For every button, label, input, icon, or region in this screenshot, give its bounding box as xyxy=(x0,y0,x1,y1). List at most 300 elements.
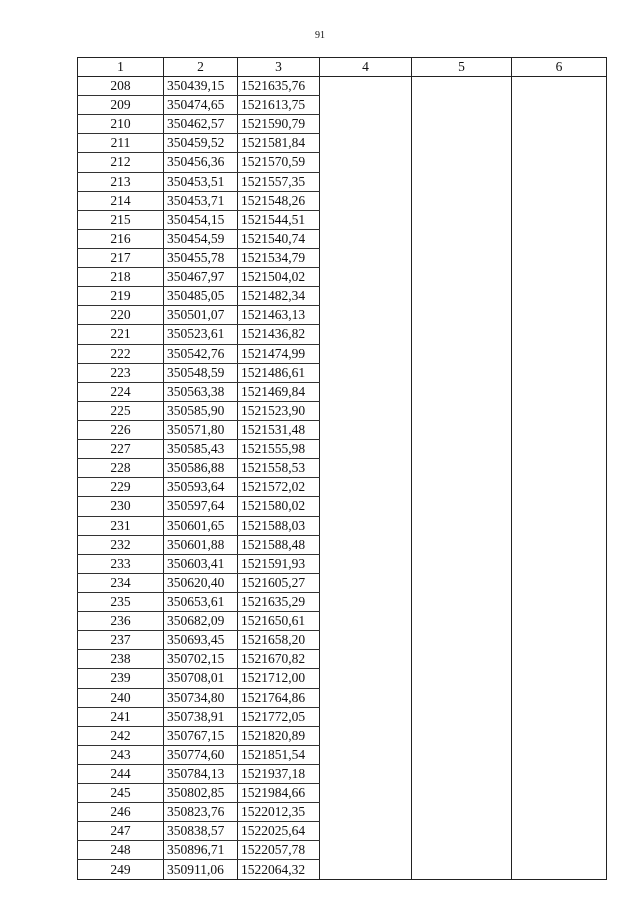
empty-cell-col-6 xyxy=(512,650,607,669)
table-row xyxy=(78,803,607,822)
table-row xyxy=(78,420,607,439)
y-coordinate-cell: 1521764,86 xyxy=(238,688,320,707)
y-coordinate-cell: 1521712,00 xyxy=(238,669,320,688)
empty-cell-col-5 xyxy=(412,535,512,554)
empty-cell-col-4 xyxy=(320,631,412,650)
point-number-cell: 221 xyxy=(78,325,164,344)
point-number-cell: 235 xyxy=(78,592,164,611)
point-number-cell: 215 xyxy=(78,210,164,229)
empty-cell-col-4 xyxy=(320,592,412,611)
empty-cell-col-4 xyxy=(320,325,412,344)
y-coordinate-cell: 1521540,74 xyxy=(238,229,320,248)
empty-cell-col-5 xyxy=(412,745,512,764)
table-row xyxy=(78,669,607,688)
point-number-cell: 242 xyxy=(78,726,164,745)
empty-cell-col-4 xyxy=(320,287,412,306)
empty-cell-col-6 xyxy=(512,172,607,191)
point-number-cell: 243 xyxy=(78,745,164,764)
point-number-cell: 241 xyxy=(78,707,164,726)
y-coordinate-cell: 1521613,75 xyxy=(238,96,320,115)
x-coordinate-cell: 350620,40 xyxy=(164,573,238,592)
empty-cell-col-5 xyxy=(412,153,512,172)
coordinates-table xyxy=(77,57,607,880)
table-row xyxy=(78,631,607,650)
point-number-cell: 238 xyxy=(78,650,164,669)
header-col-4: 4 xyxy=(320,58,412,77)
table-row xyxy=(78,306,607,325)
empty-cell-col-5 xyxy=(412,631,512,650)
empty-cell-col-6 xyxy=(512,592,607,611)
empty-cell-col-5 xyxy=(412,344,512,363)
empty-cell-col-6 xyxy=(512,287,607,306)
header-col-2: 2 xyxy=(164,58,238,77)
x-coordinate-cell: 350571,80 xyxy=(164,420,238,439)
x-coordinate-cell: 350784,13 xyxy=(164,764,238,783)
x-coordinate-cell: 350734,80 xyxy=(164,688,238,707)
point-number-cell: 230 xyxy=(78,497,164,516)
empty-cell-col-5 xyxy=(412,77,512,96)
empty-cell-col-4 xyxy=(320,726,412,745)
table-row xyxy=(78,573,607,592)
table-row xyxy=(78,707,607,726)
empty-cell-col-4 xyxy=(320,248,412,267)
table-row xyxy=(78,726,607,745)
y-coordinate-cell: 1521635,76 xyxy=(238,77,320,96)
empty-cell-col-4 xyxy=(320,172,412,191)
page-number: 91 xyxy=(315,30,325,41)
point-number-cell: 213 xyxy=(78,172,164,191)
empty-cell-col-6 xyxy=(512,516,607,535)
table-row xyxy=(78,516,607,535)
y-coordinate-cell: 1521820,89 xyxy=(238,726,320,745)
table-row xyxy=(78,535,607,554)
empty-cell-col-5 xyxy=(412,688,512,707)
y-coordinate-cell: 1521670,82 xyxy=(238,650,320,669)
y-coordinate-cell: 1521474,99 xyxy=(238,344,320,363)
empty-cell-col-5 xyxy=(412,554,512,573)
empty-cell-col-5 xyxy=(412,784,512,803)
empty-cell-col-4 xyxy=(320,191,412,210)
y-coordinate-cell: 1521531,48 xyxy=(238,420,320,439)
point-number-cell: 217 xyxy=(78,248,164,267)
empty-cell-col-5 xyxy=(412,669,512,688)
empty-cell-col-5 xyxy=(412,134,512,153)
empty-cell-col-4 xyxy=(320,153,412,172)
empty-cell-col-5 xyxy=(412,459,512,478)
table-row xyxy=(78,440,607,459)
table-row xyxy=(78,860,607,879)
empty-cell-col-4 xyxy=(320,210,412,229)
table-row xyxy=(78,592,607,611)
empty-cell-col-6 xyxy=(512,229,607,248)
y-coordinate-cell: 1521558,53 xyxy=(238,459,320,478)
table-row xyxy=(78,325,607,344)
empty-cell-col-6 xyxy=(512,745,607,764)
x-coordinate-cell: 350896,71 xyxy=(164,841,238,860)
x-coordinate-cell: 350601,65 xyxy=(164,516,238,535)
empty-cell-col-5 xyxy=(412,726,512,745)
table-row xyxy=(78,764,607,783)
empty-cell-col-4 xyxy=(320,764,412,783)
table-row xyxy=(78,363,607,382)
empty-cell-col-4 xyxy=(320,96,412,115)
x-coordinate-cell: 350682,09 xyxy=(164,612,238,631)
table-row xyxy=(78,650,607,669)
x-coordinate-cell: 350523,61 xyxy=(164,325,238,344)
y-coordinate-cell: 1521463,13 xyxy=(238,306,320,325)
x-coordinate-cell: 350453,51 xyxy=(164,172,238,191)
table-body xyxy=(78,77,607,880)
empty-cell-col-6 xyxy=(512,325,607,344)
point-number-cell: 228 xyxy=(78,459,164,478)
point-number-cell: 244 xyxy=(78,764,164,783)
empty-cell-col-6 xyxy=(512,764,607,783)
table-row xyxy=(78,822,607,841)
point-number-cell: 237 xyxy=(78,631,164,650)
y-coordinate-cell: 1521557,35 xyxy=(238,172,320,191)
empty-cell-col-6 xyxy=(512,497,607,516)
x-coordinate-cell: 350563,38 xyxy=(164,382,238,401)
table-row xyxy=(78,612,607,631)
point-number-cell: 210 xyxy=(78,115,164,134)
empty-cell-col-6 xyxy=(512,669,607,688)
y-coordinate-cell: 1521486,61 xyxy=(238,363,320,382)
empty-cell-col-4 xyxy=(320,707,412,726)
table-row xyxy=(78,268,607,287)
empty-cell-col-5 xyxy=(412,382,512,401)
point-number-cell: 224 xyxy=(78,382,164,401)
empty-cell-col-4 xyxy=(320,420,412,439)
y-coordinate-cell: 1521605,27 xyxy=(238,573,320,592)
empty-cell-col-4 xyxy=(320,440,412,459)
x-coordinate-cell: 350586,88 xyxy=(164,459,238,478)
empty-cell-col-4 xyxy=(320,268,412,287)
empty-cell-col-5 xyxy=(412,612,512,631)
table-row xyxy=(78,172,607,191)
empty-cell-col-5 xyxy=(412,497,512,516)
empty-cell-col-6 xyxy=(512,363,607,382)
empty-cell-col-6 xyxy=(512,841,607,860)
empty-cell-col-5 xyxy=(412,363,512,382)
point-number-cell: 239 xyxy=(78,669,164,688)
y-coordinate-cell: 1521469,84 xyxy=(238,382,320,401)
empty-cell-col-4 xyxy=(320,860,412,879)
empty-cell-col-4 xyxy=(320,554,412,573)
x-coordinate-cell: 350454,59 xyxy=(164,229,238,248)
y-coordinate-cell: 1521482,34 xyxy=(238,287,320,306)
empty-cell-col-4 xyxy=(320,573,412,592)
point-number-cell: 212 xyxy=(78,153,164,172)
table-row xyxy=(78,77,607,96)
table-row xyxy=(78,382,607,401)
point-number-cell: 223 xyxy=(78,363,164,382)
empty-cell-col-6 xyxy=(512,573,607,592)
y-coordinate-cell: 1521635,29 xyxy=(238,592,320,611)
empty-cell-col-6 xyxy=(512,688,607,707)
point-number-cell: 227 xyxy=(78,440,164,459)
empty-cell-col-5 xyxy=(412,650,512,669)
empty-cell-col-5 xyxy=(412,573,512,592)
empty-cell-col-4 xyxy=(320,306,412,325)
point-number-cell: 222 xyxy=(78,344,164,363)
empty-cell-col-4 xyxy=(320,535,412,554)
empty-cell-col-6 xyxy=(512,401,607,420)
empty-cell-col-5 xyxy=(412,841,512,860)
y-coordinate-cell: 1521570,59 xyxy=(238,153,320,172)
y-coordinate-cell: 1521544,51 xyxy=(238,210,320,229)
y-coordinate-cell: 1521937,18 xyxy=(238,764,320,783)
point-number-cell: 229 xyxy=(78,478,164,497)
y-coordinate-cell: 1522012,35 xyxy=(238,803,320,822)
x-coordinate-cell: 350911,06 xyxy=(164,860,238,879)
table-row xyxy=(78,554,607,573)
empty-cell-col-6 xyxy=(512,612,607,631)
y-coordinate-cell: 1521851,54 xyxy=(238,745,320,764)
empty-cell-col-6 xyxy=(512,115,607,134)
empty-cell-col-5 xyxy=(412,860,512,879)
empty-cell-col-5 xyxy=(412,592,512,611)
table-row xyxy=(78,401,607,420)
x-coordinate-cell: 350823,76 xyxy=(164,803,238,822)
header-col-3: 3 xyxy=(238,58,320,77)
point-number-cell: 220 xyxy=(78,306,164,325)
table-row xyxy=(78,153,607,172)
point-number-cell: 231 xyxy=(78,516,164,535)
empty-cell-col-5 xyxy=(412,822,512,841)
point-number-cell: 240 xyxy=(78,688,164,707)
x-coordinate-cell: 350838,57 xyxy=(164,822,238,841)
empty-cell-col-4 xyxy=(320,401,412,420)
empty-cell-col-5 xyxy=(412,268,512,287)
y-coordinate-cell: 1521581,84 xyxy=(238,134,320,153)
table-row xyxy=(78,248,607,267)
y-coordinate-cell: 1521772,05 xyxy=(238,707,320,726)
point-number-cell: 208 xyxy=(78,77,164,96)
empty-cell-col-6 xyxy=(512,153,607,172)
x-coordinate-cell: 350462,57 xyxy=(164,115,238,134)
y-coordinate-cell: 1521534,79 xyxy=(238,248,320,267)
empty-cell-col-4 xyxy=(320,344,412,363)
table-row xyxy=(78,784,607,803)
y-coordinate-cell: 1522064,32 xyxy=(238,860,320,879)
empty-cell-col-5 xyxy=(412,210,512,229)
x-coordinate-cell: 350585,43 xyxy=(164,440,238,459)
y-coordinate-cell: 1521555,98 xyxy=(238,440,320,459)
x-coordinate-cell: 350702,15 xyxy=(164,650,238,669)
empty-cell-col-5 xyxy=(412,306,512,325)
empty-cell-col-4 xyxy=(320,841,412,860)
empty-cell-col-5 xyxy=(412,115,512,134)
empty-cell-col-6 xyxy=(512,268,607,287)
table-row xyxy=(78,191,607,210)
x-coordinate-cell: 350593,64 xyxy=(164,478,238,497)
empty-cell-col-5 xyxy=(412,707,512,726)
y-coordinate-cell: 1522025,64 xyxy=(238,822,320,841)
point-number-cell: 246 xyxy=(78,803,164,822)
point-number-cell: 219 xyxy=(78,287,164,306)
empty-cell-col-5 xyxy=(412,287,512,306)
empty-cell-col-6 xyxy=(512,77,607,96)
empty-cell-col-6 xyxy=(512,707,607,726)
x-coordinate-cell: 350738,91 xyxy=(164,707,238,726)
point-number-cell: 247 xyxy=(78,822,164,841)
x-coordinate-cell: 350802,85 xyxy=(164,784,238,803)
table-row xyxy=(78,459,607,478)
x-coordinate-cell: 350439,15 xyxy=(164,77,238,96)
table-header-row xyxy=(78,58,607,77)
empty-cell-col-5 xyxy=(412,229,512,248)
header-col-5: 5 xyxy=(412,58,512,77)
x-coordinate-cell: 350467,97 xyxy=(164,268,238,287)
empty-cell-col-6 xyxy=(512,344,607,363)
empty-cell-col-4 xyxy=(320,77,412,96)
table-row xyxy=(78,841,607,860)
table-row xyxy=(78,688,607,707)
x-coordinate-cell: 350542,76 xyxy=(164,344,238,363)
empty-cell-col-6 xyxy=(512,822,607,841)
y-coordinate-cell: 1521572,02 xyxy=(238,478,320,497)
x-coordinate-cell: 350693,45 xyxy=(164,631,238,650)
empty-cell-col-6 xyxy=(512,631,607,650)
table-row xyxy=(78,478,607,497)
y-coordinate-cell: 1521984,66 xyxy=(238,784,320,803)
point-number-cell: 248 xyxy=(78,841,164,860)
empty-cell-col-6 xyxy=(512,248,607,267)
point-number-cell: 216 xyxy=(78,229,164,248)
empty-cell-col-5 xyxy=(412,516,512,535)
point-number-cell: 233 xyxy=(78,554,164,573)
y-coordinate-cell: 1522057,78 xyxy=(238,841,320,860)
x-coordinate-cell: 350601,88 xyxy=(164,535,238,554)
empty-cell-col-5 xyxy=(412,803,512,822)
empty-cell-col-5 xyxy=(412,172,512,191)
point-number-cell: 226 xyxy=(78,420,164,439)
x-coordinate-cell: 350454,15 xyxy=(164,210,238,229)
empty-cell-col-4 xyxy=(320,803,412,822)
y-coordinate-cell: 1521588,48 xyxy=(238,535,320,554)
y-coordinate-cell: 1521580,02 xyxy=(238,497,320,516)
empty-cell-col-6 xyxy=(512,784,607,803)
x-coordinate-cell: 350767,15 xyxy=(164,726,238,745)
empty-cell-col-4 xyxy=(320,745,412,764)
empty-cell-col-6 xyxy=(512,478,607,497)
empty-cell-col-6 xyxy=(512,554,607,573)
empty-cell-col-6 xyxy=(512,860,607,879)
empty-cell-col-6 xyxy=(512,191,607,210)
empty-cell-col-4 xyxy=(320,459,412,478)
y-coordinate-cell: 1521591,93 xyxy=(238,554,320,573)
table-row xyxy=(78,287,607,306)
point-number-cell: 211 xyxy=(78,134,164,153)
x-coordinate-cell: 350453,71 xyxy=(164,191,238,210)
x-coordinate-cell: 350485,05 xyxy=(164,287,238,306)
table-row xyxy=(78,344,607,363)
empty-cell-col-4 xyxy=(320,650,412,669)
y-coordinate-cell: 1521590,79 xyxy=(238,115,320,134)
empty-cell-col-4 xyxy=(320,478,412,497)
empty-cell-col-6 xyxy=(512,535,607,554)
y-coordinate-cell: 1521588,03 xyxy=(238,516,320,535)
empty-cell-col-6 xyxy=(512,420,607,439)
table-row xyxy=(78,497,607,516)
x-coordinate-cell: 350603,41 xyxy=(164,554,238,573)
empty-cell-col-6 xyxy=(512,96,607,115)
empty-cell-col-5 xyxy=(412,325,512,344)
table-row xyxy=(78,229,607,248)
empty-cell-col-6 xyxy=(512,210,607,229)
empty-cell-col-6 xyxy=(512,306,607,325)
table-row xyxy=(78,745,607,764)
y-coordinate-cell: 1521650,61 xyxy=(238,612,320,631)
empty-cell-col-6 xyxy=(512,459,607,478)
x-coordinate-cell: 350597,64 xyxy=(164,497,238,516)
empty-cell-col-4 xyxy=(320,497,412,516)
x-coordinate-cell: 350455,78 xyxy=(164,248,238,267)
point-number-cell: 209 xyxy=(78,96,164,115)
empty-cell-col-4 xyxy=(320,669,412,688)
empty-cell-col-6 xyxy=(512,134,607,153)
x-coordinate-cell: 350774,60 xyxy=(164,745,238,764)
header-col-6: 6 xyxy=(512,58,607,77)
table-row xyxy=(78,134,607,153)
point-number-cell: 232 xyxy=(78,535,164,554)
empty-cell-col-5 xyxy=(412,440,512,459)
empty-cell-col-6 xyxy=(512,382,607,401)
y-coordinate-cell: 1521523,90 xyxy=(238,401,320,420)
empty-cell-col-4 xyxy=(320,688,412,707)
table-row xyxy=(78,115,607,134)
empty-cell-col-5 xyxy=(412,478,512,497)
y-coordinate-cell: 1521504,02 xyxy=(238,268,320,287)
empty-cell-col-4 xyxy=(320,784,412,803)
x-coordinate-cell: 350585,90 xyxy=(164,401,238,420)
empty-cell-col-5 xyxy=(412,96,512,115)
table-row xyxy=(78,96,607,115)
point-number-cell: 225 xyxy=(78,401,164,420)
table-row xyxy=(78,210,607,229)
empty-cell-col-4 xyxy=(320,822,412,841)
x-coordinate-cell: 350474,65 xyxy=(164,96,238,115)
x-coordinate-cell: 350459,52 xyxy=(164,134,238,153)
point-number-cell: 218 xyxy=(78,268,164,287)
y-coordinate-cell: 1521548,26 xyxy=(238,191,320,210)
point-number-cell: 214 xyxy=(78,191,164,210)
point-number-cell: 236 xyxy=(78,612,164,631)
empty-cell-col-4 xyxy=(320,382,412,401)
empty-cell-col-6 xyxy=(512,803,607,822)
empty-cell-col-4 xyxy=(320,516,412,535)
empty-cell-col-4 xyxy=(320,229,412,248)
x-coordinate-cell: 350501,07 xyxy=(164,306,238,325)
x-coordinate-cell: 350548,59 xyxy=(164,363,238,382)
x-coordinate-cell: 350653,61 xyxy=(164,592,238,611)
empty-cell-col-5 xyxy=(412,401,512,420)
x-coordinate-cell: 350456,36 xyxy=(164,153,238,172)
point-number-cell: 249 xyxy=(78,860,164,879)
empty-cell-col-5 xyxy=(412,248,512,267)
point-number-cell: 234 xyxy=(78,573,164,592)
point-number-cell: 245 xyxy=(78,784,164,803)
empty-cell-col-6 xyxy=(512,440,607,459)
empty-cell-col-4 xyxy=(320,115,412,134)
empty-cell-col-4 xyxy=(320,363,412,382)
y-coordinate-cell: 1521436,82 xyxy=(238,325,320,344)
empty-cell-col-6 xyxy=(512,726,607,745)
empty-cell-col-5 xyxy=(412,764,512,783)
x-coordinate-cell: 350708,01 xyxy=(164,669,238,688)
empty-cell-col-4 xyxy=(320,612,412,631)
empty-cell-col-4 xyxy=(320,134,412,153)
